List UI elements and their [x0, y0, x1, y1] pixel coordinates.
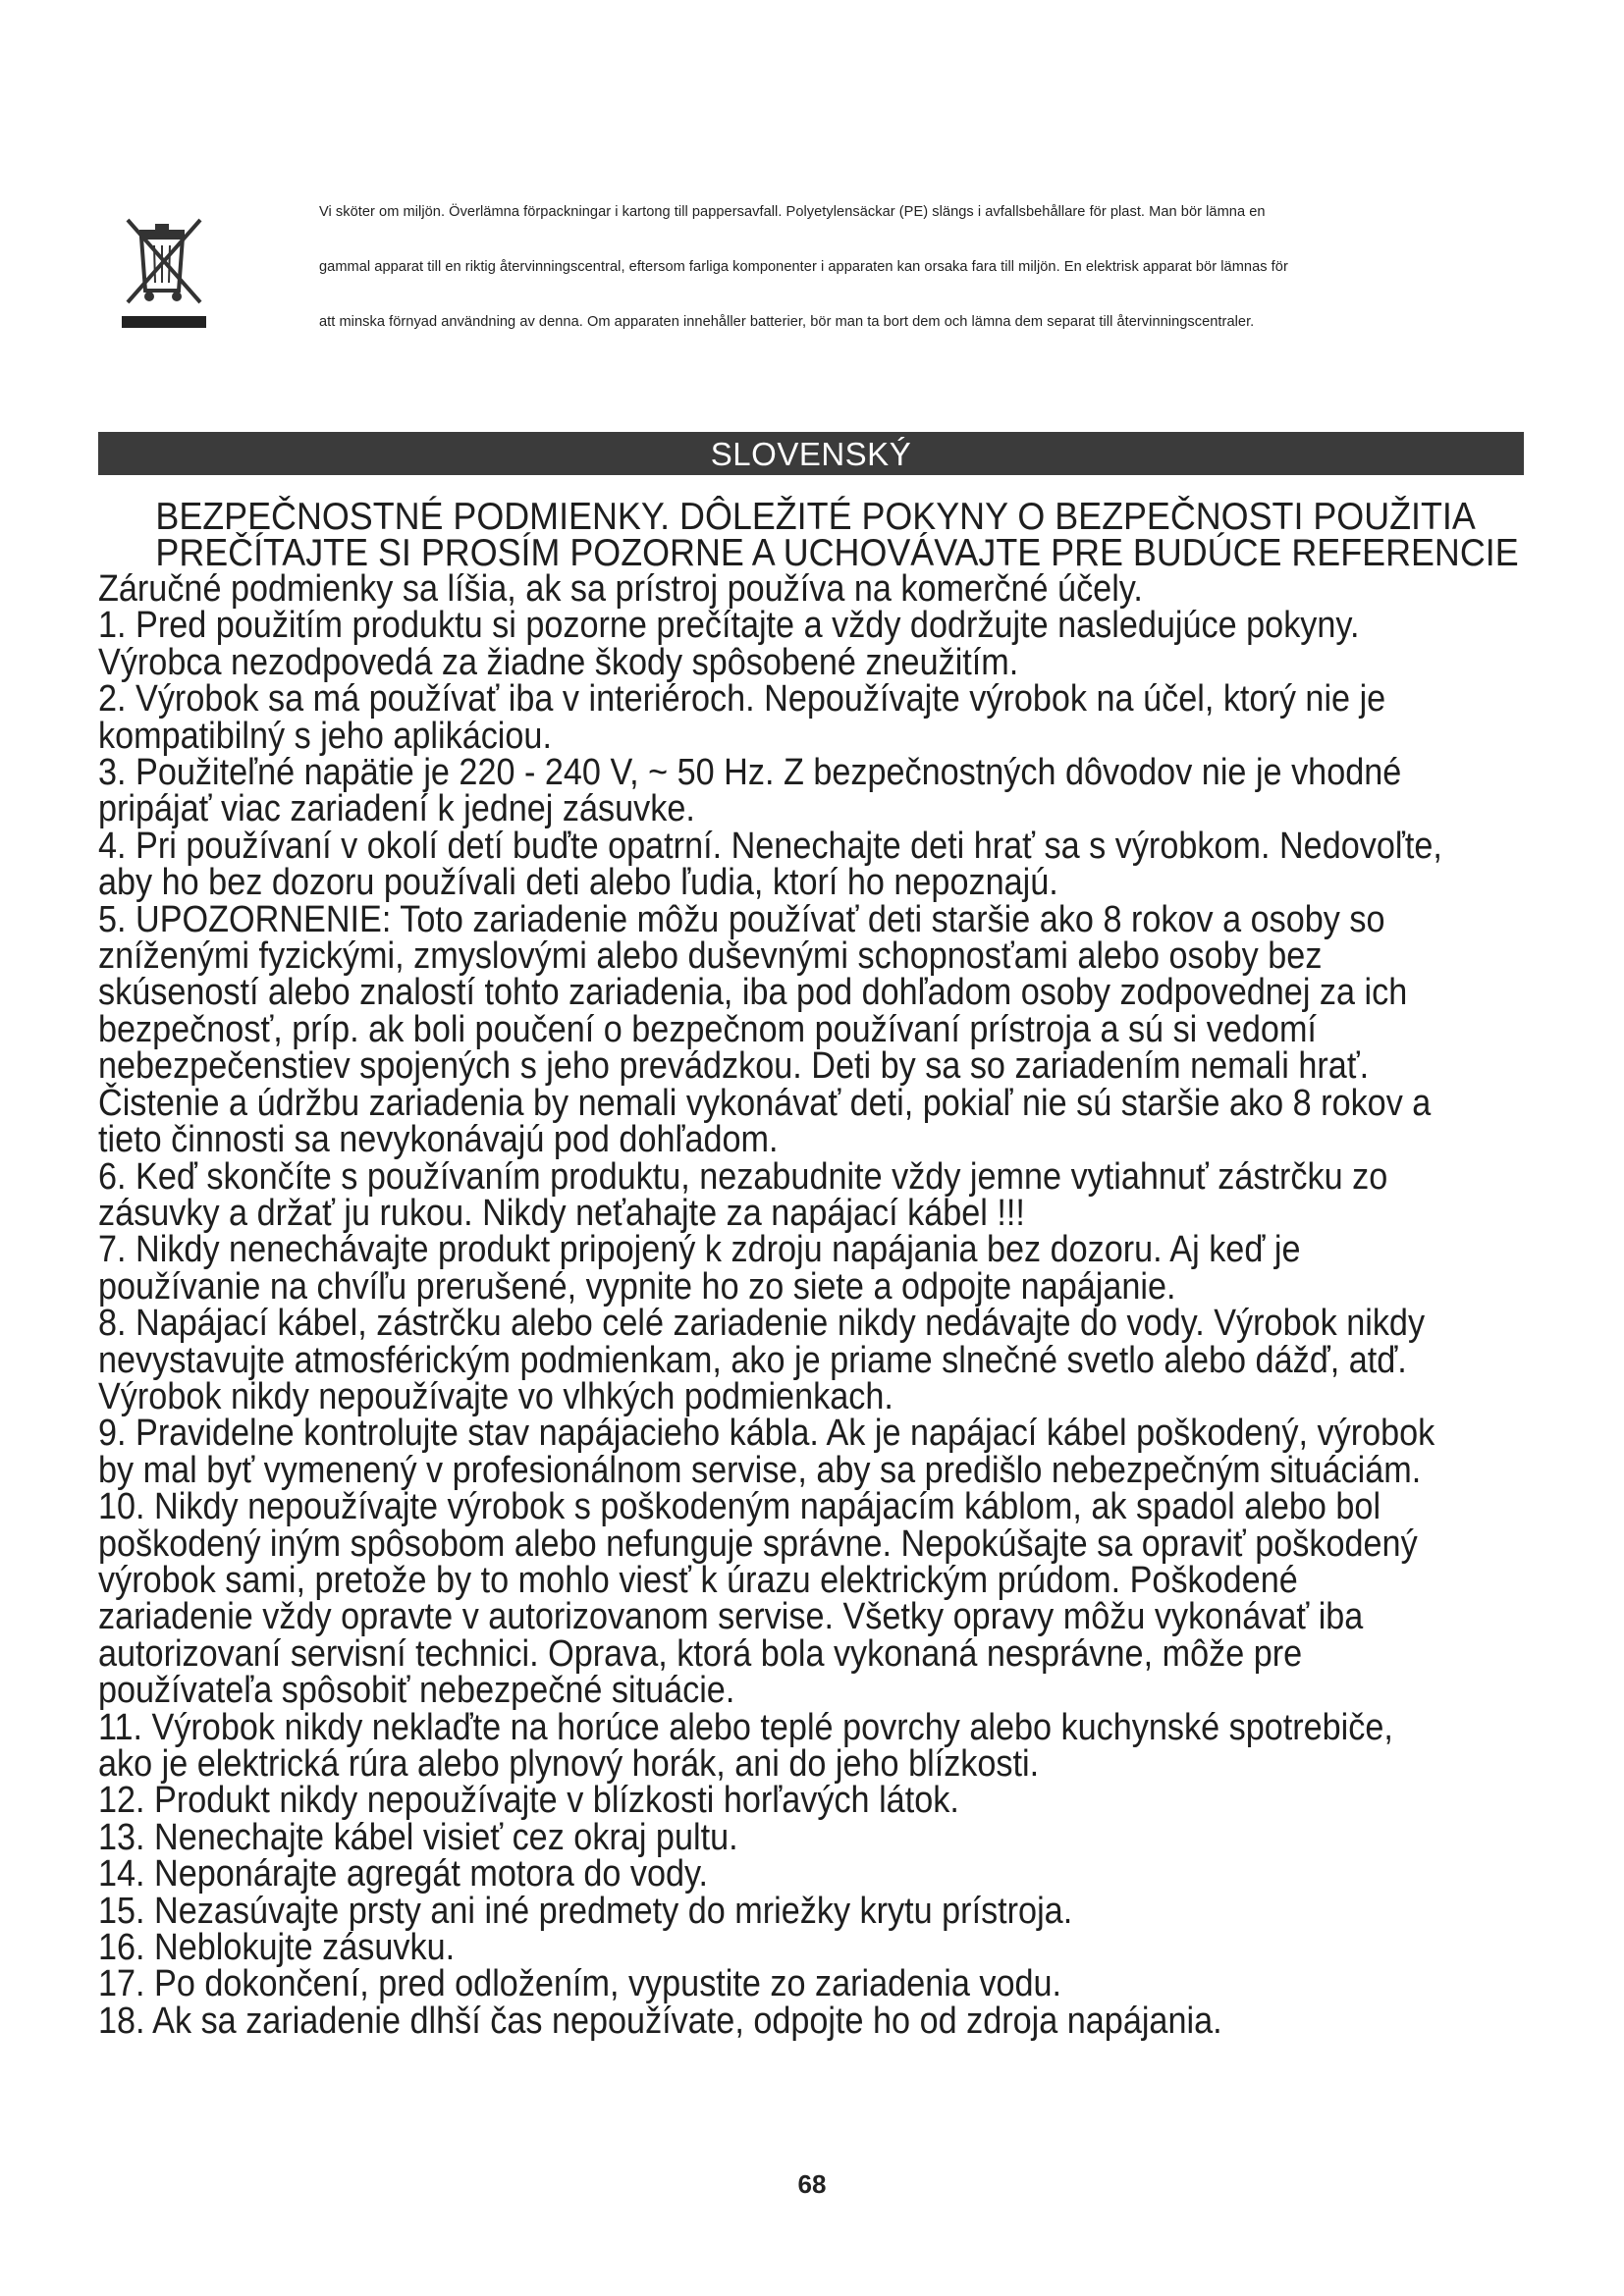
page-number: 68	[797, 2169, 827, 2199]
text-line: 3. Použiteľné napätie je 220 - 240 V, ~ 50 Hz. Z bezpečnostných dôvodov nie je vhodné	[98, 752, 1402, 794]
text-line: 16. Neblokujte zásuvku.	[98, 1927, 456, 1969]
text-line: pripájať viac zariadení k jednej zásuvke.	[98, 788, 695, 830]
text-line: 7. Nikdy nenechávajte produkt pripojený k zdroju napájania bez dozoru. Aj keď je	[98, 1229, 1301, 1271]
text-line: Výrobok nikdy nepoužívajte vo vlhkých podmienkach.	[98, 1375, 893, 1417]
text-line: poškodený iným spôsobom alebo nefunguje správne. Nepokúšajte sa opraviť poškodený	[98, 1522, 1418, 1565]
text-line: výrobok sami, pretože by to mohlo viesť k úrazu elektrickým prúdom. Poškodené	[98, 1559, 1298, 1601]
text-line: 8. Napájací kábel, zástrčku alebo celé zariadenie nikdy nedávajte do vody. Výrobok nikdy	[98, 1303, 1426, 1345]
text-line: aby ho bez dozoru používali deti alebo ľudia, ktorí ho nepoznajú.	[98, 862, 1058, 904]
text-line: 11. Výrobok nikdy neklaďte na horúce alebo teplé povrchy alebo kuchynské spotrebiče,	[98, 1706, 1393, 1748]
crossed-out-wheelie-bin-icon	[110, 214, 218, 332]
instructions-body	[98, 568, 1442, 2042]
text-line: 18. Ak sa zariadenie dlhší čas nepoužívate, odpojte ho od zdroja napájania.	[98, 2000, 1222, 2042]
text-line: používateľa spôsobiť nebezpečné situácie.	[98, 1670, 735, 1712]
heading-line-1: BEZPEČNOSTNÉ PODMIENKY. DÔLEŽITÉ POKYNY O BEZPEČNOSTI POUŽITIA	[155, 496, 1476, 538]
text-line: Výrobca nezodpovedá za žiadne škody spôsobené zneužitím.	[98, 641, 1019, 683]
text-line: nevystavujte atmosférickým podmienkam, ako je priame slnečné svetlo alebo dážď, atď.	[98, 1339, 1407, 1381]
text-line: 5. UPOZORNENIE: Toto zariadenie môžu používať deti staršie ako 8 rokov a osoby so	[98, 898, 1385, 940]
heading-line-2: PREČÍTAJTE SI PROSÍM POZORNE A UCHOVÁVAJTE PRE BUDÚCE REFERENCIE	[155, 532, 1519, 574]
recycling-text	[319, 185, 1546, 349]
text-line: 9. Pravidelne kontrolujte stav napájacieho kábla. Ak je napájací kábel poškodený, výrobok	[98, 1413, 1435, 1455]
text-line: kompatibilný s jeho aplikáciou.	[98, 715, 552, 757]
text-line: zásuvky a držať ju rukou. Nikdy neťahajte za napájací kábel !!!	[98, 1192, 1025, 1234]
recycling-line: att minska förnyad användning av denna. Om apparaten innehåller batterier, bör man ta bort dem och lämna dem separat till återvinningscentraler.	[319, 314, 1255, 330]
text-line: 17. Po dokončení, pred odložením, vypustite zo zariadenia vodu.	[98, 1963, 1062, 2005]
recycling-notice	[110, 185, 1543, 342]
text-line: nebezpečenstiev spojených s jeho prevádzkou. Deti by sa so zariadením nemali hrať.	[98, 1045, 1370, 1088]
text-line: 14. Neponárajte agregát motora do vody.	[98, 1853, 709, 1896]
text-line: autorizovaní servisní technici. Oprava, ktorá bola vykonaná nesprávne, môže pre	[98, 1632, 1303, 1675]
recycling-line: Vi sköter om miljön. Överlämna förpackningar i kartong till pappersavfall. Polyetylensäckar (PE) slängs i avfallsbehållare för plast. Man bör lämna en	[319, 204, 1266, 220]
safety-instructions	[98, 496, 1532, 2042]
recycling-line: gammal apparat till en riktig återvinningscentral, eftersom farliga komponenter i apparaten kan orsaka fara till miljön. En elektrisk apparat bör lämnas för	[319, 259, 1288, 275]
text-line: 13. Nenechajte kábel visieť cez okraj pultu.	[98, 1816, 738, 1858]
text-line: skúseností alebo znalostí tohto zariadenia, iba pod dohľadom osoby zodpovednej za ich	[98, 972, 1408, 1014]
section-header: SLOVENSKÝ	[98, 432, 1524, 475]
text-line: 2. Výrobok sa má používať iba v interiéroch. Nepoužívajte výrobok na účel, ktorý nie je	[98, 678, 1386, 721]
text-line: ako je elektrická rúra alebo plynový horák, ani do jeho blízkosti.	[98, 1743, 1040, 1785]
text-line: zníženými fyzickými, zmyslovými alebo duševnými schopnosťami alebo osoby bez	[98, 935, 1323, 978]
text-line: 15. Nezasúvajte prsty ani iné predmety do mriežky krytu prístroja.	[98, 1890, 1073, 1932]
text-line: Čistenie a údržbu zariadenia by nemali vykonávať deti, pokiaľ nie sú staršie ako 8 rokov a	[98, 1082, 1432, 1124]
text-line: 12. Produkt nikdy nepoužívajte v blízkosti horľavých látok.	[98, 1780, 959, 1822]
text-line: by mal byť vymenený v profesionálnom servise, aby sa predišlo nebezpečným situáciám.	[98, 1449, 1422, 1491]
text-line: tieto činnosti sa nevykonávajú pod dohľadom.	[98, 1119, 779, 1161]
text-line: používanie na chvíľu prerušené, vypnite ho zo siete a odpojte napájanie.	[98, 1265, 1176, 1308]
text-line: Záručné podmienky sa líšia, ak sa prístroj používa na komerčné účely.	[98, 568, 1143, 610]
text-line: 1. Pred použitím produktu si pozorne prečítajte a vždy dodržujte nasledujúce pokyny.	[98, 605, 1360, 647]
text-line: 10. Nikdy nepoužívajte výrobok s poškodeným napájacím káblom, ak spadol alebo bol	[98, 1486, 1381, 1528]
text-line: 6. Keď skončíte s používaním produktu, nezabudnite vždy jemne vytiahnuť zástrčku zo	[98, 1155, 1388, 1198]
text-line: bezpečnosť, príp. ak boli poučení o bezpečnom používaní prístroja a sú si vedomí	[98, 1008, 1317, 1050]
text-line: zariadenie vždy opravte v autorizovanom servise. Všetky opravy môžu vykonávať iba	[98, 1596, 1364, 1638]
text-line: 4. Pri používaní v okolí detí buďte opatrní. Nenechajte deti hrať sa s výrobkom. Nedovoľte,	[98, 825, 1442, 867]
